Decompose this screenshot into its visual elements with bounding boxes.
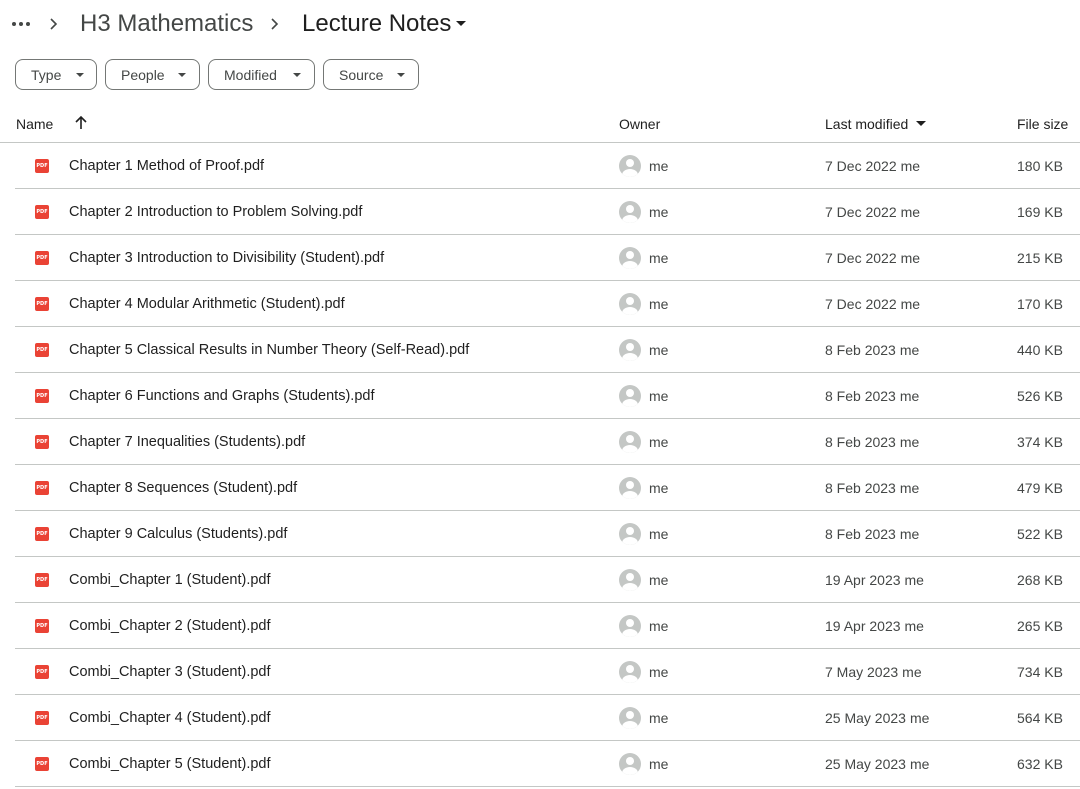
file-row[interactable] <box>15 465 1080 511</box>
pdf-icon: PDF <box>35 665 49 679</box>
modified-date: 8 Feb 2023 <box>825 434 896 450</box>
last-modified <box>825 710 929 727</box>
file-row[interactable] <box>15 649 1080 695</box>
file-row[interactable] <box>15 373 1080 419</box>
filter-type-chip[interactable] <box>15 59 97 90</box>
modified-by: me <box>899 342 920 358</box>
modified-date: 8 Feb 2023 <box>825 342 896 358</box>
modified-by: me <box>900 250 921 266</box>
modified-by: me <box>904 618 924 634</box>
file-row[interactable] <box>15 143 1080 189</box>
file-size: 268 KB <box>1017 572 1063 588</box>
file-size: 526 KB <box>1017 388 1063 404</box>
modified-date: 8 Feb 2023 <box>825 388 896 404</box>
owner-avatar-icon <box>619 707 641 729</box>
pdf-icon: PDF <box>35 251 49 265</box>
modified-date: 25 May 2023 <box>825 756 906 772</box>
column-header-file-size[interactable]: File size <box>1017 116 1069 132</box>
modified-by: me <box>900 296 921 312</box>
file-row[interactable] <box>15 511 1080 557</box>
owner-name: me <box>649 388 669 404</box>
modified-date: 8 Feb 2023 <box>825 480 896 496</box>
owner-name: me <box>649 480 669 496</box>
modified-date: 19 Apr 2023 <box>825 618 901 634</box>
filter-people-chip[interactable] <box>105 59 200 90</box>
arrow-upward-icon[interactable] <box>73 115 89 131</box>
file-row[interactable] <box>15 235 1080 281</box>
owner-name: me <box>649 756 669 772</box>
modified-by: me <box>899 434 920 450</box>
modified-date: 7 Dec 2022 <box>825 158 897 174</box>
file-name[interactable]: Chapter 8 Sequences (Student).pdf <box>69 480 298 496</box>
file-size: 440 KB <box>1017 342 1063 358</box>
owner-name: me <box>649 572 669 588</box>
file-size: 170 KB <box>1017 296 1063 312</box>
last-modified <box>825 480 919 497</box>
owner-name: me <box>649 618 669 634</box>
last-modified <box>825 618 924 635</box>
file-row[interactable] <box>15 695 1080 741</box>
pdf-icon: PDF <box>35 297 49 311</box>
file-row[interactable] <box>15 281 1080 327</box>
file-name[interactable]: Chapter 2 Introduction to Problem Solving.pdf <box>69 204 363 220</box>
caret-down-icon[interactable] <box>456 21 466 26</box>
pdf-icon: PDF <box>35 205 49 219</box>
pdf-icon: PDF <box>35 343 49 357</box>
last-modified <box>825 434 919 451</box>
column-header-name[interactable]: Name <box>16 116 54 132</box>
owner-avatar-icon <box>619 523 641 545</box>
modified-by: me <box>899 480 920 496</box>
caret-down-icon <box>76 73 84 77</box>
file-size: 180 KB <box>1017 158 1063 174</box>
owner-avatar-icon <box>619 247 641 269</box>
file-name[interactable]: Chapter 1 Method of Proof.pdf <box>69 158 265 174</box>
file-name[interactable]: Combi_Chapter 1 (Student).pdf <box>69 572 271 588</box>
owner-name: me <box>649 434 669 450</box>
breadcrumb <box>0 0 1080 48</box>
file-size: 215 KB <box>1017 250 1063 266</box>
owner-avatar-icon <box>619 615 641 637</box>
owner-avatar-icon <box>619 385 641 407</box>
modified-by: me <box>909 710 930 726</box>
sort-caret-down-icon[interactable] <box>916 121 926 126</box>
owner-avatar-icon <box>619 661 641 683</box>
file-row[interactable] <box>15 419 1080 465</box>
file-name[interactable]: Combi_Chapter 2 (Student).pdf <box>69 618 271 634</box>
file-row[interactable] <box>15 327 1080 373</box>
caret-down-icon <box>293 73 301 77</box>
last-modified <box>825 664 922 681</box>
file-size: 265 KB <box>1017 618 1063 634</box>
modified-date: 7 Dec 2022 <box>825 296 897 312</box>
modified-by: me <box>900 158 921 174</box>
modified-by: me <box>909 756 930 772</box>
owner-avatar-icon <box>619 753 641 775</box>
file-row[interactable] <box>15 603 1080 649</box>
modified-by: me <box>899 388 920 404</box>
last-modified <box>825 204 920 221</box>
last-modified <box>825 756 929 773</box>
pdf-icon: PDF <box>35 619 49 633</box>
owner-name: me <box>649 664 669 680</box>
owner-name: me <box>649 158 669 174</box>
filter-modified-chip[interactable] <box>208 59 315 90</box>
last-modified <box>825 526 919 543</box>
filter-source-label: Source <box>339 67 384 83</box>
caret-down-icon <box>397 73 405 77</box>
filter-source-chip[interactable] <box>323 59 419 90</box>
file-name[interactable]: Chapter 4 Modular Arithmetic (Student).pdf <box>69 296 345 312</box>
owner-name: me <box>649 204 669 220</box>
file-size: 734 KB <box>1017 664 1063 680</box>
modified-date: 8 Feb 2023 <box>825 526 896 542</box>
owner-name: me <box>649 710 669 726</box>
pdf-icon: PDF <box>35 527 49 541</box>
column-header-owner: Owner <box>619 116 661 132</box>
modified-by: me <box>902 664 922 680</box>
filter-modified-label: Modified <box>224 67 277 83</box>
owner-name: me <box>649 526 669 542</box>
owner-name: me <box>649 342 669 358</box>
file-size: 169 KB <box>1017 204 1063 220</box>
column-header-last-modified[interactable]: Last modified <box>825 116 909 132</box>
file-name[interactable]: Chapter 6 Functions and Graphs (Students).pdf <box>69 388 375 404</box>
pdf-icon: PDF <box>35 159 49 173</box>
modified-date: 25 May 2023 <box>825 710 906 726</box>
file-size: 374 KB <box>1017 434 1063 450</box>
modified-date: 7 Dec 2022 <box>825 250 897 266</box>
breadcrumb-item-h3-mathematics[interactable]: H3 Mathematics <box>80 10 254 37</box>
file-name[interactable]: Chapter 9 Calculus (Students).pdf <box>69 526 288 542</box>
pdf-icon: PDF <box>35 757 49 771</box>
file-name[interactable]: Chapter 7 Inequalities (Students).pdf <box>69 434 306 450</box>
pdf-icon: PDF <box>35 481 49 495</box>
modified-date: 7 May 2023 <box>825 664 899 680</box>
file-row[interactable] <box>15 741 1080 787</box>
modified-date: 19 Apr 2023 <box>825 572 901 588</box>
owner-name: me <box>649 250 669 266</box>
owner-avatar-icon <box>619 155 641 177</box>
filter-type-label: Type <box>31 67 62 83</box>
chevron-right-icon <box>44 15 62 33</box>
file-row[interactable] <box>15 189 1080 235</box>
modified-by: me <box>904 572 924 588</box>
last-modified <box>825 250 920 267</box>
more-horiz-icon[interactable] <box>11 14 31 34</box>
last-modified <box>825 342 919 359</box>
modified-by: me <box>899 526 920 542</box>
file-size: 632 KB <box>1017 756 1063 772</box>
file-name[interactable]: Combi_Chapter 4 (Student).pdf <box>69 710 271 726</box>
owner-name: me <box>649 296 669 312</box>
owner-avatar-icon <box>619 339 641 361</box>
owner-avatar-icon <box>619 569 641 591</box>
caret-down-icon <box>178 73 186 77</box>
owner-avatar-icon <box>619 431 641 453</box>
owner-avatar-icon <box>619 477 641 499</box>
last-modified <box>825 572 924 589</box>
file-name[interactable]: Chapter 5 Classical Results in Number Theory (Self-Read).pdf <box>69 342 470 358</box>
breadcrumb-item-lecture-notes[interactable]: Lecture Notes <box>302 10 452 37</box>
pdf-icon: PDF <box>35 389 49 403</box>
filter-people-label: People <box>121 67 165 83</box>
pdf-icon: PDF <box>35 573 49 587</box>
owner-avatar-icon <box>619 201 641 223</box>
file-size: 522 KB <box>1017 526 1063 542</box>
modified-date: 7 Dec 2022 <box>825 204 897 220</box>
file-name[interactable]: Chapter 3 Introduction to Divisibility (Student).pdf <box>69 250 385 266</box>
modified-by: me <box>900 204 921 220</box>
last-modified <box>825 158 920 175</box>
last-modified <box>825 296 920 313</box>
file-size: 479 KB <box>1017 480 1063 496</box>
pdf-icon: PDF <box>35 711 49 725</box>
file-name[interactable]: Combi_Chapter 5 (Student).pdf <box>69 756 271 772</box>
file-row[interactable] <box>15 557 1080 603</box>
pdf-icon: PDF <box>35 435 49 449</box>
table-header <box>0 105 1080 143</box>
file-name[interactable]: Combi_Chapter 3 (Student).pdf <box>69 664 271 680</box>
last-modified <box>825 388 919 405</box>
owner-avatar-icon <box>619 293 641 315</box>
chevron-right-icon <box>265 15 283 33</box>
file-size: 564 KB <box>1017 710 1063 726</box>
